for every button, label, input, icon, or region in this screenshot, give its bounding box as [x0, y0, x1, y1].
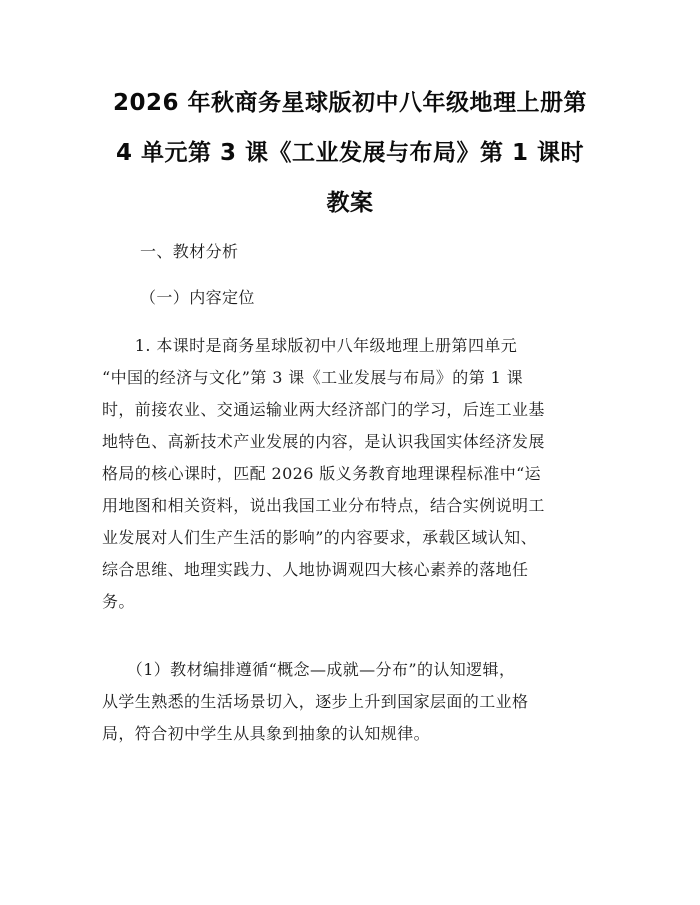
title-line-1: 2026 年秋商务星球版初中八年级地理上册第 [112, 90, 588, 116]
paragraph-line: 局，符合初中学生从具象到抽象的认知规律。 [102, 724, 431, 743]
section-heading: 一、教材分析 [140, 242, 239, 261]
paragraph-line: 地特色、高新技术产业发展的内容，是认识我国实体经济发展 [102, 432, 545, 451]
paragraph-line: 综合思维、地理实践力、人地协调观四大核心素养的落地任 [102, 560, 529, 579]
document-title [100, 78, 600, 228]
title-line-2: 4 单元第 3 课《工业发展与布局》第 1 课时 [115, 140, 585, 166]
paragraph-line: （1）教材编排遵循“概念—成就—分布”的认知逻辑， [102, 660, 516, 679]
paragraph-line: 从学生熟悉的生活场景切入，逐步上升到国家层面的工业格 [102, 692, 529, 711]
title-line-3: 教案 [326, 190, 374, 216]
paragraph-textbook-arrangement [102, 654, 598, 750]
paragraph-line: 业发展对人们生产生活的影响”的内容要求，承载区域认知、 [102, 528, 537, 547]
paragraph-content-position [102, 330, 598, 618]
subsection-heading: （一）内容定位 [140, 288, 255, 307]
paragraph-line: 时，前接农业、交通运输业两大经济部门的学习，后连工业基 [102, 400, 545, 419]
paragraph-line: 用地图和相关资料，说出我国工业分布特点，结合实例说明工 [102, 496, 545, 515]
paragraph-line: 1. 本课时是商务星球版初中八年级地理上册第四单元 [102, 336, 518, 355]
paragraph-line: “中国的经济与文化”第 3 课《工业发展与布局》的第 1 课 [102, 368, 524, 387]
paragraph-line: 格局的核心课时，匹配 2026 版义务教育地理课程标准中“运 [102, 464, 542, 483]
paragraph-line: 务。 [102, 592, 135, 611]
